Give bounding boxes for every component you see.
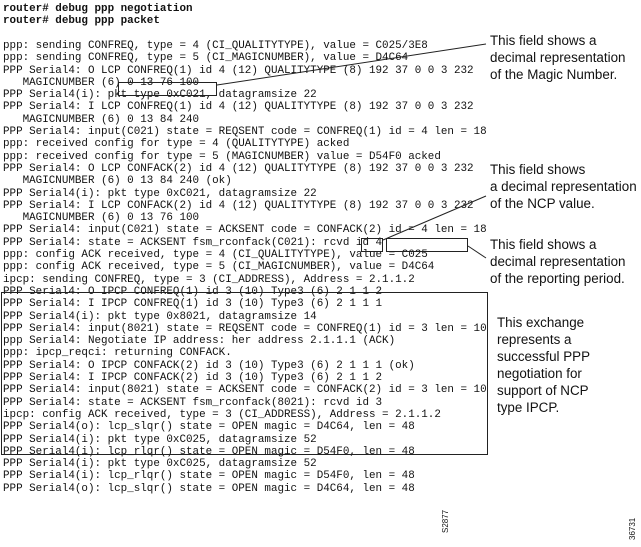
log-line: ppp Serial4: Negotiate IP address: her address 2.1.1.1 (ACK): [3, 335, 396, 348]
log-line: PPP Serial4: input(8021) state = ACKSENT code = CONFACK(2) id = 3 len = 10: [3, 384, 487, 397]
period-leader-line: [468, 246, 486, 258]
callout-line: of the Magic Number.: [490, 67, 618, 82]
callout-line: represents a: [497, 332, 572, 347]
log-line: PPP Serial4(i): pkt type 0x8021, datagramsize 14: [3, 310, 317, 323]
log-line: PPP Serial4: I IPCP CONFREQ(1) id 3 (10) Type3 (6) 2 1 1 1: [3, 298, 383, 311]
figure-id-outer: 36731: [628, 517, 637, 540]
log-line: ppp: ipcp_reqci: returning CONFACK.: [3, 347, 232, 360]
magic-number-callout: [490, 32, 625, 83]
callout-line: support of NCP: [497, 383, 589, 398]
log-line: PPP Serial4: I LCP CONFREQ(1) id 4 (12) QUALITYTYPE (8) 192 37 0 0 3 232: [3, 101, 474, 114]
log-line: PPP Serial4(i): pkt type 0xC025, datagramsize 52: [3, 433, 317, 446]
log-line: ppp: received config for type = 4 (QUALITYTYPE) acked: [3, 138, 350, 151]
log-line: ipcp: sending CONFREQ, type = 3 (CI_ADDRESS), Address = 2.1.1.2: [3, 273, 415, 286]
callout-line: decimal representation: [490, 254, 626, 269]
log-line: PPP Serial4: input(8021) state = REQSENT code = CONFREQ(1) id = 3 len = 10: [3, 322, 487, 335]
log-line: PPP Serial4: input(C021) state = REQSENT code = CONFREQ(1) id = 4 len = 18: [3, 126, 487, 138]
callout-line: of the NCP value.: [490, 196, 595, 211]
callout-line: This exchange: [497, 315, 585, 330]
log-line: PPP Serial4: input(C021) state = ACKSENT code = CONFACK(2) id = 4 len = 18: [3, 224, 487, 237]
log-line: ppp: sending CONFREQ, type = 4 (CI_QUALITYTYPE), value = C025/3E8: [3, 39, 428, 52]
log-line: PPP Serial4(i): pkt type 0xC021, datagramsize 22: [3, 89, 317, 102]
figure-id-inner: S2877: [441, 509, 450, 533]
log-line: ppp: config ACK received, type = 4 (CI_QUALITYTYPE), value = C025: [3, 249, 428, 261]
reporting-period-callout: [490, 236, 625, 287]
callout-line: This field shows a: [490, 33, 597, 48]
log-line: MAGICNUMBER (6) 0 13 76 100: [3, 76, 200, 89]
callout-line: This field shows a: [490, 237, 597, 252]
log-line: MAGICNUMBER (6) 0 13 84 240: [3, 113, 200, 126]
log-line: PPP Serial4(i): lcp_rlqr() state = OPEN magic = D54F0, len = 48: [3, 470, 415, 483]
ipcp-exchange-callout: [497, 314, 590, 416]
callout-line: negotiation for: [497, 366, 582, 381]
ncp-value-callout: [490, 161, 637, 212]
log-line: PPP Serial4: I LCP CONFACK(2) id 4 (12) QUALITYTYPE (8) 192 37 0 0 3 232: [3, 199, 474, 212]
command-line: router# debug ppp negotiation: [3, 3, 193, 15]
log-line: PPP Serial4: O IPCP CONFACK(2) id 3 (10) Type3 (6) 2 1 1 1 (ok): [3, 359, 415, 372]
log-line: PPP Serial4: state = ACKSENT fsm_rconfack(8021): rcvd id 3: [3, 396, 383, 409]
log-line: MAGICNUMBER (6) 0 13 76 100: [3, 212, 200, 225]
magic-leader-line: [217, 44, 486, 85]
callout-line: This field shows: [490, 162, 586, 177]
log-line: PPP Serial4(o): lcp_slqr() state = OPEN magic = D4C64, len = 48: [3, 482, 415, 495]
log-line: PPP Serial4: O LCP CONFACK(2) id 4 (12) QUALITYTYPE (8) 192 37 0 0 3 232: [3, 162, 474, 175]
log-line: MAGICNUMBER (6) 0 13 84 240 (ok): [3, 175, 232, 188]
callout-line: type IPCP.: [497, 400, 560, 415]
log-line: ppp: sending CONFREQ, type = 5 (CI_MAGICNUMBER), value = D4C64: [3, 52, 409, 65]
log-line: PPP Serial4(i): lcp_rlqr() state = OPEN magic = D54F0, len = 48: [3, 445, 415, 458]
command-line: router# debug ppp packet: [3, 15, 160, 28]
log-line: PPP Serial4: state = ACKSENT fsm_rconfack(C021): rcvd id 4: [3, 236, 383, 249]
log-line: ppp: received config for type = 5 (MAGICNUMBER) value = D54F0 acked: [3, 150, 441, 163]
log-line: PPP Serial4(i): pkt type 0xC025, datagramsize 52: [3, 458, 317, 471]
log-line: ipcp: config ACK received, type = 3 (CI_ADDRESS), Address = 2.1.1.2: [3, 408, 441, 421]
log-line: PPP Serial4: O IPCP CONFREQ(1) id 3 (10) Type3 (6) 2 1 1 2: [3, 285, 383, 298]
callout-line: successful PPP: [497, 349, 591, 364]
log-line: PPP Serial4(i): pkt type 0xC021, datagramsize 22: [3, 187, 317, 200]
log-line: PPP Serial4: I IPCP CONFACK(2) id 3 (10) Type3 (6) 2 1 1 2: [3, 372, 383, 384]
callout-line: a decimal representation: [490, 179, 637, 194]
callout-line: of the reporting period.: [490, 271, 625, 286]
log-line: PPP Serial4(o): lcp_slqr() state = OPEN magic = D4C64, len = 48: [3, 421, 415, 434]
log-line: PPP Serial4: O LCP CONFREQ(1) id 4 (12) QUALITYTYPE (8) 192 37 0 0 3 232: [3, 64, 474, 77]
callout-line: decimal representation: [490, 50, 626, 65]
log-line: ppp: config ACK received, type = 5 (CI_MAGICNUMBER), value = D4C64: [3, 261, 435, 274]
ncp-leader-line: [383, 196, 486, 240]
